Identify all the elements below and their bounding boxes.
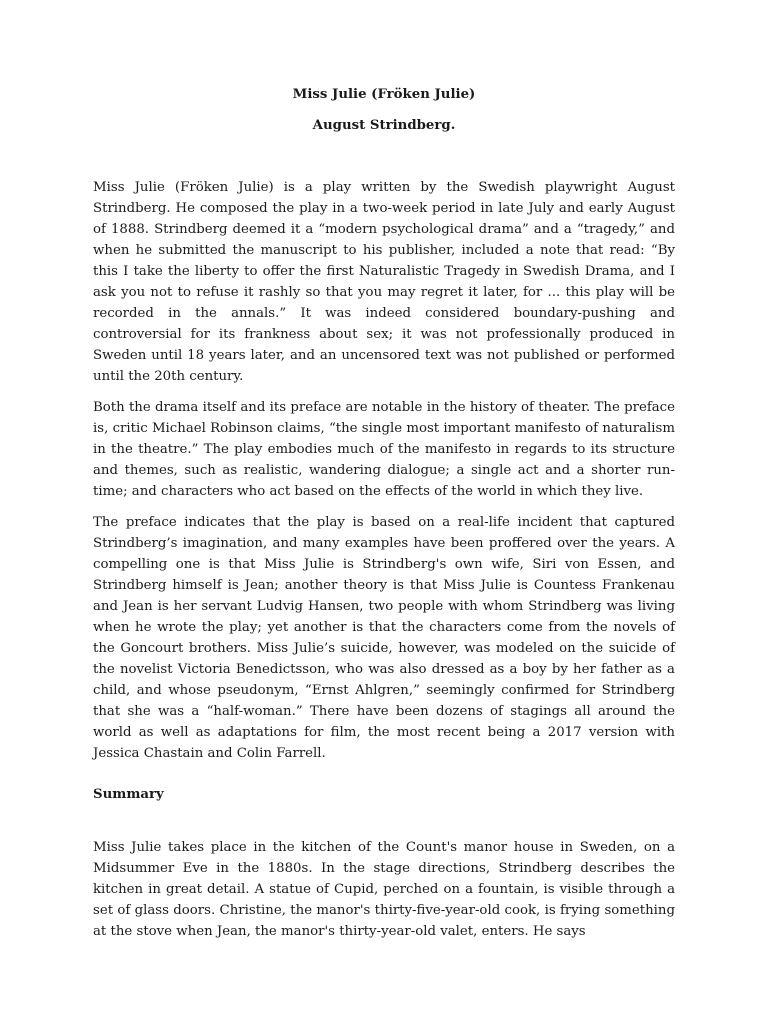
document-body [93, 84, 675, 942]
document-title: Miss Julie (Fröken Julie) [292, 87, 476, 102]
document-author: August Strindberg. [312, 118, 456, 133]
paragraph-introduction: Miss Julie (Fröken Julie) is a play written by the Swedish playwright August Strindberg. He composed the play in a two-week period in late July and early August of 1888. Strindberg deemed it a “modern psychological drama” and a “tragedy,” and when he submitted the manuscript to his publisher, included a note that read: “By this I take the liberty to offer the first Naturalistic Tragedy in Swedish Drama, and I ask you not to refuse it rashly so that you may regret it later, for ... this play will be recorded in the annals.” It was indeed considered boundary-pushing and controversial for its frankness about sex; it was not professionally produced in Sweden until 18 years later, and an uncensored text was not published or performed until the 20th century. [93, 180, 675, 384]
paragraph-preface: Both the drama itself and its preface are notable in the history of theater. The preface is, critic Michael Robinson claims, “the single most important manifesto of naturalism in the theatre.” The play embodies much of the manifesto in regards to its structure and themes, such as realistic, wandering dialogue; a single act and a shorter run-time; and characters who act based on the effects of the world in which they live. [93, 400, 675, 499]
section-heading-summary: Summary [93, 787, 164, 802]
paragraph-inspiration: The preface indicates that the play is based on a real-life incident that captured Strindberg’s imagination, and many examples have been proffered over the years. A compelling one is that Miss Julie is Strindberg's own wife, Siri von Essen, and Strindberg himself is Jean; another theory is that Miss Julie is Countess Frankenau and Jean is her servant Ludvig Hansen, two people with whom Strindberg was living when he wrote the play; yet another is that the characters come from the novels of the Goncourt brothers. Miss Julie’s suicide, however, was modeled on the suicide of the novelist Victoria Benedictsson, who was also dressed as a boy by her father as a child, and whose pseudonym, “Ernst Ahlgren,” seemingly confirmed for Strindberg that she was a “half-woman.” There have been dozens of stagings all around the world as well as adaptations for film, the most recent being a 2017 version with Jessica Chastain and Colin Farrell. [93, 515, 675, 761]
paragraph-summary: Miss Julie takes place in the kitchen of the Count's manor house in Sweden, on a Midsummer Eve in the 1880s. In the stage directions, Strindberg describes the kitchen in great detail. A statue of Cupid, perched on a fountain, is visible through a set of glass doors. Christine, the manor's thirty-five-year-old cook, is frying something at the stove when Jean, the manor's thirty-year-old valet, enters. He says [93, 840, 675, 939]
